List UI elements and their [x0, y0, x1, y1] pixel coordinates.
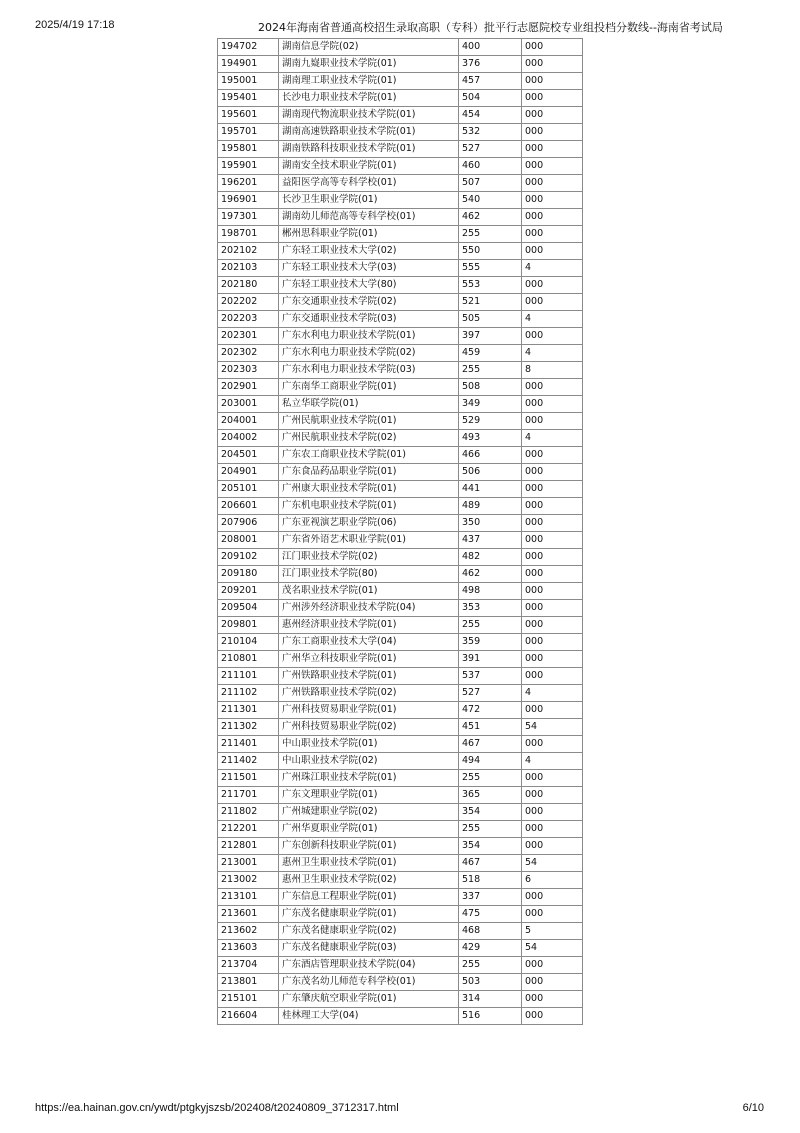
group-code-cell: 211401 — [218, 736, 279, 753]
table-row — [218, 379, 583, 396]
extra-cell: 8 — [522, 362, 583, 379]
extra-cell: 000 — [522, 889, 583, 906]
group-code-cell: 215101 — [218, 991, 279, 1008]
extra-cell: 000 — [522, 736, 583, 753]
school-group-cell: 广州珠江职业技术学院(01) — [279, 770, 459, 787]
extra-cell: 000 — [522, 583, 583, 600]
group-code-cell: 207906 — [218, 515, 279, 532]
extra-cell: 5 — [522, 923, 583, 940]
group-code-cell: 202302 — [218, 345, 279, 362]
score-cell: 532 — [459, 124, 522, 141]
score-cell: 504 — [459, 90, 522, 107]
group-code-cell: 195001 — [218, 73, 279, 90]
extra-cell: 4 — [522, 311, 583, 328]
group-code-cell: 194702 — [218, 39, 279, 56]
table-row — [218, 872, 583, 889]
extra-cell: 000 — [522, 192, 583, 209]
school-group-cell: 广州民航职业技术学院(01) — [279, 413, 459, 430]
school-group-cell: 广东茂名健康职业学院(03) — [279, 940, 459, 957]
school-group-cell: 广东水利电力职业技术学院(03) — [279, 362, 459, 379]
group-code-cell: 211301 — [218, 702, 279, 719]
extra-cell: 000 — [522, 838, 583, 855]
extra-cell: 000 — [522, 498, 583, 515]
score-cell: 376 — [459, 56, 522, 73]
school-group-cell: 广东肇庆航空职业学院(01) — [279, 991, 459, 1008]
extra-cell: 000 — [522, 107, 583, 124]
group-code-cell: 213801 — [218, 974, 279, 991]
score-cell: 255 — [459, 226, 522, 243]
school-group-cell: 广东机电职业技术学院(01) — [279, 498, 459, 515]
school-group-cell: 广州涉外经济职业技术学院(04) — [279, 600, 459, 617]
group-code-cell: 202303 — [218, 362, 279, 379]
school-group-cell: 广州科技贸易职业学院(02) — [279, 719, 459, 736]
group-code-cell: 211302 — [218, 719, 279, 736]
group-code-cell: 204001 — [218, 413, 279, 430]
group-code-cell: 195701 — [218, 124, 279, 141]
table-row — [218, 583, 583, 600]
score-cell: 516 — [459, 1008, 522, 1025]
table-row — [218, 345, 583, 362]
table-row — [218, 685, 583, 702]
table-row — [218, 260, 583, 277]
group-code-cell: 210104 — [218, 634, 279, 651]
score-cell: 508 — [459, 379, 522, 396]
extra-cell: 000 — [522, 243, 583, 260]
group-code-cell: 212801 — [218, 838, 279, 855]
table-row — [218, 923, 583, 940]
table-row — [218, 991, 583, 1008]
score-table — [217, 38, 583, 1025]
table-row — [218, 736, 583, 753]
score-cell: 482 — [459, 549, 522, 566]
score-cell: 454 — [459, 107, 522, 124]
score-cell: 466 — [459, 447, 522, 464]
group-code-cell: 202202 — [218, 294, 279, 311]
table-row — [218, 56, 583, 73]
school-group-cell: 广东交通职业技术学院(02) — [279, 294, 459, 311]
school-group-cell: 广东农工商职业技术学院(01) — [279, 447, 459, 464]
table-row — [218, 651, 583, 668]
extra-cell: 000 — [522, 651, 583, 668]
table-row — [218, 668, 583, 685]
extra-cell: 000 — [522, 226, 583, 243]
school-group-cell: 广东轻工职业技术大学(80) — [279, 277, 459, 294]
table-row — [218, 889, 583, 906]
table-row — [218, 277, 583, 294]
group-code-cell: 204002 — [218, 430, 279, 447]
score-cell: 493 — [459, 430, 522, 447]
school-group-cell: 私立华联学院(01) — [279, 396, 459, 413]
school-group-cell: 广州康大职业技术学院(01) — [279, 481, 459, 498]
school-group-cell: 广东创新科技职业学院(01) — [279, 838, 459, 855]
score-cell: 349 — [459, 396, 522, 413]
school-group-cell: 湖南幼儿师范高等专科学校(01) — [279, 209, 459, 226]
extra-cell: 4 — [522, 345, 583, 362]
score-cell: 489 — [459, 498, 522, 515]
table-row — [218, 107, 583, 124]
table-row — [218, 702, 583, 719]
school-group-cell: 广东酒店管理职业技术学院(04) — [279, 957, 459, 974]
score-cell: 255 — [459, 362, 522, 379]
table-row — [218, 243, 583, 260]
table-row — [218, 413, 583, 430]
group-code-cell: 202301 — [218, 328, 279, 345]
score-cell: 503 — [459, 974, 522, 991]
score-cell: 540 — [459, 192, 522, 209]
school-group-cell: 广东茂名健康职业学院(01) — [279, 906, 459, 923]
group-code-cell: 213603 — [218, 940, 279, 957]
extra-cell: 000 — [522, 294, 583, 311]
group-code-cell: 213101 — [218, 889, 279, 906]
score-cell: 475 — [459, 906, 522, 923]
school-group-cell: 广东工商职业技术大学(04) — [279, 634, 459, 651]
school-group-cell: 湖南信息学院(02) — [279, 39, 459, 56]
school-group-cell: 江门职业技术学院(80) — [279, 566, 459, 583]
extra-cell: 000 — [522, 90, 583, 107]
extra-cell: 000 — [522, 447, 583, 464]
school-group-cell: 湖南理工职业技术学院(01) — [279, 73, 459, 90]
table-row — [218, 600, 583, 617]
group-code-cell: 209801 — [218, 617, 279, 634]
table-row — [218, 634, 583, 651]
school-group-cell: 广东文理职业学院(01) — [279, 787, 459, 804]
group-code-cell: 195601 — [218, 107, 279, 124]
group-code-cell: 211501 — [218, 770, 279, 787]
school-group-cell: 广东南华工商职业学院(01) — [279, 379, 459, 396]
table-row — [218, 549, 583, 566]
table-row — [218, 957, 583, 974]
extra-cell: 54 — [522, 719, 583, 736]
table-row — [218, 124, 583, 141]
school-group-cell: 广东信息工程职业学院(01) — [279, 889, 459, 906]
group-code-cell: 211701 — [218, 787, 279, 804]
extra-cell: 000 — [522, 906, 583, 923]
group-code-cell: 196901 — [218, 192, 279, 209]
score-cell: 337 — [459, 889, 522, 906]
school-group-cell: 广东省外语艺术职业学院(01) — [279, 532, 459, 549]
extra-cell: 000 — [522, 702, 583, 719]
score-cell: 255 — [459, 770, 522, 787]
group-code-cell: 209504 — [218, 600, 279, 617]
table-row — [218, 515, 583, 532]
table-row — [218, 821, 583, 838]
table-row — [218, 566, 583, 583]
extra-cell: 000 — [522, 209, 583, 226]
score-cell: 467 — [459, 855, 522, 872]
table-row — [218, 209, 583, 226]
group-code-cell: 213704 — [218, 957, 279, 974]
table-row — [218, 770, 583, 787]
score-cell: 467 — [459, 736, 522, 753]
score-cell: 314 — [459, 991, 522, 1008]
school-group-cell: 湖南九嶷职业技术学院(01) — [279, 56, 459, 73]
score-cell: 550 — [459, 243, 522, 260]
school-group-cell: 广州铁路职业技术学院(01) — [279, 668, 459, 685]
table-row — [218, 158, 583, 175]
school-group-cell: 郴州思科职业学院(01) — [279, 226, 459, 243]
score-cell: 529 — [459, 413, 522, 430]
group-code-cell: 212201 — [218, 821, 279, 838]
extra-cell: 000 — [522, 1008, 583, 1025]
group-code-cell: 209201 — [218, 583, 279, 600]
score-cell: 507 — [459, 175, 522, 192]
extra-cell: 000 — [522, 668, 583, 685]
group-code-cell: 198701 — [218, 226, 279, 243]
table-row — [218, 940, 583, 957]
score-cell: 457 — [459, 73, 522, 90]
group-code-cell: 213001 — [218, 855, 279, 872]
score-cell: 397 — [459, 328, 522, 345]
school-group-cell: 桂林理工大学(04) — [279, 1008, 459, 1025]
school-group-cell: 湖南高速铁路职业技术学院(01) — [279, 124, 459, 141]
school-group-cell: 惠州经济职业技术学院(01) — [279, 617, 459, 634]
group-code-cell: 211102 — [218, 685, 279, 702]
table-row — [218, 430, 583, 447]
score-cell: 498 — [459, 583, 522, 600]
group-code-cell: 213002 — [218, 872, 279, 889]
school-group-cell: 广州科技贸易职业学院(01) — [279, 702, 459, 719]
score-cell: 255 — [459, 821, 522, 838]
school-group-cell: 广东茂名幼儿师范专科学校(01) — [279, 974, 459, 991]
group-code-cell: 195801 — [218, 141, 279, 158]
group-code-cell: 211101 — [218, 668, 279, 685]
extra-cell: 000 — [522, 991, 583, 1008]
group-code-cell: 195401 — [218, 90, 279, 107]
group-code-cell: 202203 — [218, 311, 279, 328]
extra-cell: 000 — [522, 566, 583, 583]
table-row — [218, 73, 583, 90]
score-cell: 505 — [459, 311, 522, 328]
score-cell: 359 — [459, 634, 522, 651]
score-cell: 553 — [459, 277, 522, 294]
group-code-cell: 203001 — [218, 396, 279, 413]
school-group-cell: 广州铁路职业技术学院(02) — [279, 685, 459, 702]
group-code-cell: 209102 — [218, 549, 279, 566]
extra-cell: 000 — [522, 328, 583, 345]
score-cell: 354 — [459, 804, 522, 821]
group-code-cell: 209180 — [218, 566, 279, 583]
score-cell: 555 — [459, 260, 522, 277]
extra-cell: 000 — [522, 770, 583, 787]
extra-cell: 6 — [522, 872, 583, 889]
extra-cell: 4 — [522, 260, 583, 277]
school-group-cell: 广东轻工职业技术大学(02) — [279, 243, 459, 260]
score-cell: 255 — [459, 957, 522, 974]
table-row — [218, 447, 583, 464]
table-row — [218, 498, 583, 515]
group-code-cell: 197301 — [218, 209, 279, 226]
score-cell: 506 — [459, 464, 522, 481]
school-group-cell: 广东茂名健康职业学院(02) — [279, 923, 459, 940]
score-cell: 400 — [459, 39, 522, 56]
table-row — [218, 362, 583, 379]
group-code-cell: 208001 — [218, 532, 279, 549]
score-cell: 437 — [459, 532, 522, 549]
table-row — [218, 328, 583, 345]
extra-cell: 54 — [522, 855, 583, 872]
group-code-cell: 195901 — [218, 158, 279, 175]
group-code-cell: 202102 — [218, 243, 279, 260]
page-title: 2024年海南省普通高校招生录取高职（专科）批平行志愿院校专业组投档分数线--海南省考试局 — [258, 21, 723, 34]
score-cell: 462 — [459, 209, 522, 226]
group-code-cell: 211402 — [218, 753, 279, 770]
score-cell: 441 — [459, 481, 522, 498]
extra-cell: 54 — [522, 940, 583, 957]
table-row — [218, 906, 583, 923]
score-cell: 472 — [459, 702, 522, 719]
extra-cell: 000 — [522, 413, 583, 430]
score-cell: 365 — [459, 787, 522, 804]
group-code-cell: 196201 — [218, 175, 279, 192]
table-row — [218, 90, 583, 107]
score-cell: 460 — [459, 158, 522, 175]
school-group-cell: 湖南现代物流职业技术学院(01) — [279, 107, 459, 124]
school-group-cell: 广东亚视演艺职业学院(06) — [279, 515, 459, 532]
extra-cell: 000 — [522, 549, 583, 566]
group-code-cell: 194901 — [218, 56, 279, 73]
extra-cell: 000 — [522, 379, 583, 396]
school-group-cell: 广州华立科技职业学院(01) — [279, 651, 459, 668]
extra-cell: 4 — [522, 430, 583, 447]
table-row — [218, 396, 583, 413]
school-group-cell: 长沙电力职业技术学院(01) — [279, 90, 459, 107]
group-code-cell: 210801 — [218, 651, 279, 668]
school-group-cell: 惠州卫生职业技术学院(02) — [279, 872, 459, 889]
school-group-cell: 广东食品药品职业学院(01) — [279, 464, 459, 481]
school-group-cell: 广东交通职业技术学院(03) — [279, 311, 459, 328]
page-number: 6/10 — [742, 1102, 764, 1114]
group-code-cell: 216604 — [218, 1008, 279, 1025]
extra-cell: 000 — [522, 175, 583, 192]
table-row — [218, 294, 583, 311]
school-group-cell: 广东水利电力职业技术学院(01) — [279, 328, 459, 345]
table-row — [218, 175, 583, 192]
extra-cell: 000 — [522, 617, 583, 634]
score-cell: 350 — [459, 515, 522, 532]
score-cell: 255 — [459, 617, 522, 634]
school-group-cell: 中山职业技术学院(02) — [279, 753, 459, 770]
group-code-cell: 202103 — [218, 260, 279, 277]
extra-cell: 000 — [522, 600, 583, 617]
score-table-body — [218, 39, 583, 1025]
extra-cell: 000 — [522, 821, 583, 838]
table-row — [218, 974, 583, 991]
table-row — [218, 481, 583, 498]
score-cell: 537 — [459, 668, 522, 685]
table-row — [218, 39, 583, 56]
group-code-cell: 204501 — [218, 447, 279, 464]
score-cell: 353 — [459, 600, 522, 617]
table-row — [218, 787, 583, 804]
score-cell: 429 — [459, 940, 522, 957]
extra-cell: 000 — [522, 141, 583, 158]
group-code-cell: 202901 — [218, 379, 279, 396]
extra-cell: 000 — [522, 277, 583, 294]
extra-cell: 000 — [522, 787, 583, 804]
score-cell: 518 — [459, 872, 522, 889]
school-group-cell: 广州华夏职业学院(01) — [279, 821, 459, 838]
score-cell: 459 — [459, 345, 522, 362]
school-group-cell: 茂名职业技术学院(01) — [279, 583, 459, 600]
extra-cell: 4 — [522, 685, 583, 702]
score-cell: 451 — [459, 719, 522, 736]
group-code-cell: 206601 — [218, 498, 279, 515]
score-cell: 521 — [459, 294, 522, 311]
school-group-cell: 湖南安全技术职业学院(01) — [279, 158, 459, 175]
table-row — [218, 753, 583, 770]
table-row — [218, 719, 583, 736]
extra-cell: 000 — [522, 957, 583, 974]
extra-cell: 000 — [522, 515, 583, 532]
score-cell: 462 — [459, 566, 522, 583]
page-url[interactable]: https://ea.hainan.gov.cn/ywdt/ptgkyjszsb/202408/t20240809_3712317.html — [35, 1102, 399, 1114]
group-code-cell: 213601 — [218, 906, 279, 923]
group-code-cell: 202180 — [218, 277, 279, 294]
group-code-cell: 205101 — [218, 481, 279, 498]
school-group-cell: 广东水利电力职业技术学院(02) — [279, 345, 459, 362]
extra-cell: 4 — [522, 753, 583, 770]
table-row — [218, 617, 583, 634]
extra-cell: 000 — [522, 804, 583, 821]
score-cell: 468 — [459, 923, 522, 940]
extra-cell: 000 — [522, 396, 583, 413]
table-row — [218, 1008, 583, 1025]
extra-cell: 000 — [522, 56, 583, 73]
extra-cell: 000 — [522, 124, 583, 141]
score-cell: 527 — [459, 685, 522, 702]
table-row — [218, 855, 583, 872]
extra-cell: 000 — [522, 158, 583, 175]
extra-cell: 000 — [522, 73, 583, 90]
school-group-cell: 长沙卫生职业学院(01) — [279, 192, 459, 209]
school-group-cell: 中山职业技术学院(01) — [279, 736, 459, 753]
score-cell: 391 — [459, 651, 522, 668]
score-cell: 494 — [459, 753, 522, 770]
extra-cell: 000 — [522, 532, 583, 549]
table-row — [218, 226, 583, 243]
print-datetime: 2025/4/19 17:18 — [35, 19, 115, 31]
school-group-cell: 广东轻工职业技术大学(03) — [279, 260, 459, 277]
school-group-cell: 江门职业技术学院(02) — [279, 549, 459, 566]
extra-cell: 000 — [522, 974, 583, 991]
table-row — [218, 192, 583, 209]
school-group-cell: 湖南铁路科技职业技术学院(01) — [279, 141, 459, 158]
school-group-cell: 益阳医学高等专科学校(01) — [279, 175, 459, 192]
table-row — [218, 464, 583, 481]
school-group-cell: 广州民航职业技术学院(02) — [279, 430, 459, 447]
group-code-cell: 211802 — [218, 804, 279, 821]
group-code-cell: 204901 — [218, 464, 279, 481]
extra-cell: 000 — [522, 481, 583, 498]
extra-cell: 000 — [522, 39, 583, 56]
extra-cell: 000 — [522, 464, 583, 481]
extra-cell: 000 — [522, 634, 583, 651]
table-row — [218, 804, 583, 821]
group-code-cell: 213602 — [218, 923, 279, 940]
table-row — [218, 532, 583, 549]
school-group-cell: 惠州卫生职业技术学院(01) — [279, 855, 459, 872]
score-cell: 527 — [459, 141, 522, 158]
table-row — [218, 311, 583, 328]
school-group-cell: 广州城建职业学院(02) — [279, 804, 459, 821]
table-row — [218, 838, 583, 855]
score-cell: 354 — [459, 838, 522, 855]
table-row — [218, 141, 583, 158]
